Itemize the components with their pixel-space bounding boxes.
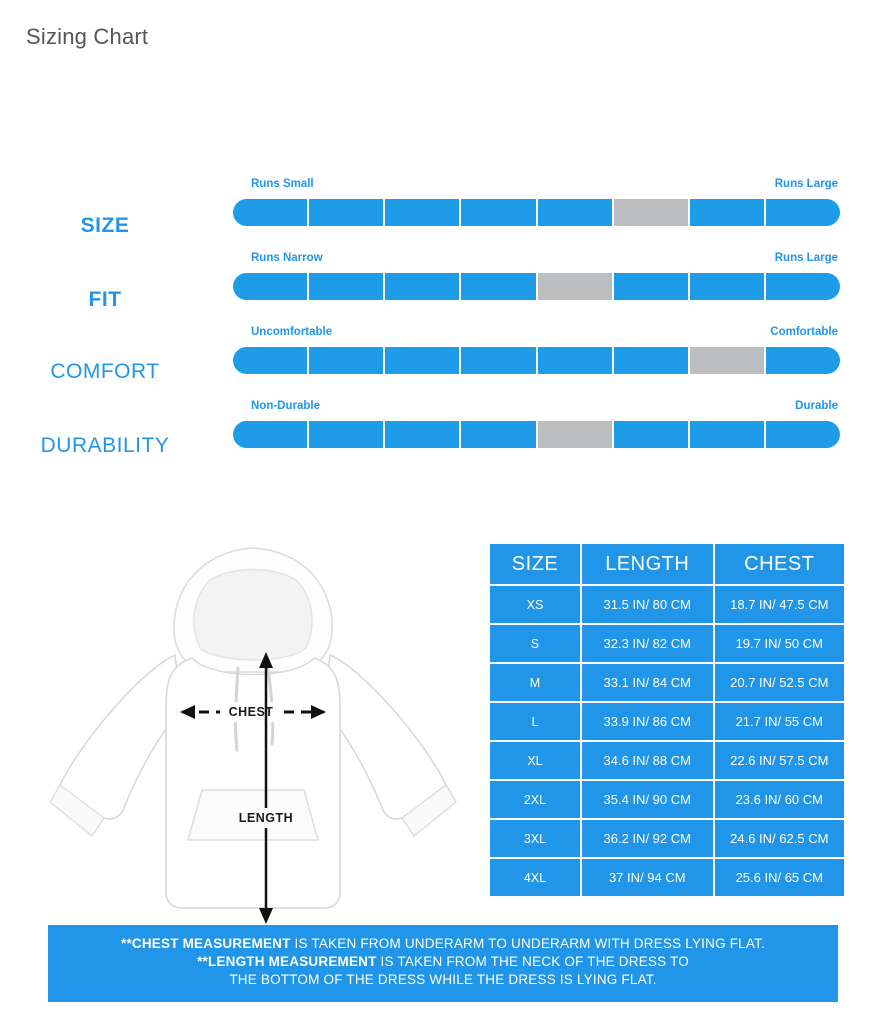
table-header-row (489, 543, 845, 585)
table-row (489, 780, 845, 819)
cell-chest: 24.6 IN/ 62.5 CM (714, 819, 845, 858)
rating-bar-fit (233, 252, 840, 300)
rating-segment (461, 347, 537, 374)
footnote-line-1 (54, 935, 832, 953)
rating-row-comfort (0, 326, 887, 400)
chest-measure-label: CHEST (228, 705, 274, 719)
rating-segment (461, 273, 537, 300)
rating-endpoint-right: Durable (795, 400, 838, 412)
rating-segment (233, 347, 309, 374)
cell-length: 35.4 IN/ 90 CM (581, 780, 714, 819)
rating-segment (385, 347, 461, 374)
footnote-line-2 (54, 953, 832, 971)
rating-endpoint-left: Uncomfortable (251, 326, 333, 338)
rating-scale-durability[interactable] (233, 421, 840, 448)
rating-segment (690, 421, 766, 448)
rating-segment (233, 273, 309, 300)
cell-size: 3XL (489, 819, 581, 858)
cell-chest: 23.6 IN/ 60 CM (714, 780, 845, 819)
rating-segment (461, 199, 537, 226)
rating-scale-fit[interactable] (233, 273, 840, 300)
cell-chest: 22.6 IN/ 57.5 CM (714, 741, 845, 780)
table-header-size: SIZE (489, 543, 581, 585)
cell-length: 37 IN/ 94 CM (581, 858, 714, 897)
rating-segment (538, 347, 614, 374)
rating-endpoint-right: Runs Large (774, 178, 838, 190)
cell-length: 32.3 IN/ 82 CM (581, 624, 714, 663)
rating-row-durability (0, 400, 887, 474)
rating-segment (309, 347, 385, 374)
cell-length: 36.2 IN/ 92 CM (581, 819, 714, 858)
rating-segment (233, 199, 309, 226)
table-row (489, 585, 845, 624)
table-header-chest: CHEST (714, 543, 845, 585)
rating-segment (385, 421, 461, 448)
cell-size: 2XL (489, 780, 581, 819)
rating-label-durability: DURABILITY (40, 434, 170, 457)
table-row (489, 819, 845, 858)
rating-segment (385, 273, 461, 300)
table-row (489, 702, 845, 741)
rating-endpoints (233, 252, 840, 268)
cell-length: 33.9 IN/ 86 CM (581, 702, 714, 741)
rating-segment (614, 347, 690, 374)
rating-row-size (0, 178, 887, 252)
cell-size: M (489, 663, 581, 702)
cell-length: 31.5 IN/ 80 CM (581, 585, 714, 624)
measurement-section (0, 520, 887, 920)
cell-chest: 25.6 IN/ 65 CM (714, 858, 845, 897)
rating-endpoint-left: Runs Narrow (251, 252, 323, 264)
rating-endpoint-left: Runs Small (251, 178, 314, 190)
rating-bar-comfort (233, 326, 840, 374)
rating-endpoints (233, 326, 840, 342)
rating-segment (309, 421, 385, 448)
rating-segment (461, 421, 537, 448)
table-header-length: LENGTH (581, 543, 714, 585)
footnote-length-rest: IS TAKEN FROM THE NECK OF THE DRESS TO (376, 954, 689, 970)
rating-segment-marker (614, 199, 690, 226)
rating-segment (614, 273, 690, 300)
table-row (489, 858, 845, 897)
rating-section (0, 178, 887, 474)
rating-bar-size (233, 178, 840, 226)
rating-endpoints (233, 178, 840, 194)
cell-chest: 18.7 IN/ 47.5 CM (714, 585, 845, 624)
rating-bar-durability (233, 400, 840, 448)
length-measure-label: LENGTH (238, 811, 294, 825)
rating-segment (766, 273, 840, 300)
footnote-chest-bold: **CHEST MEASUREMENT (121, 936, 291, 951)
table-row (489, 624, 845, 663)
rating-segment (766, 199, 840, 226)
garment-illustration (42, 540, 472, 930)
rating-segment (614, 421, 690, 448)
cell-chest: 20.7 IN/ 52.5 CM (714, 663, 845, 702)
rating-segment-marker (538, 421, 614, 448)
rating-scale-size[interactable] (233, 199, 840, 226)
rating-segment (233, 421, 309, 448)
rating-row-fit (0, 252, 887, 326)
rating-segment (690, 273, 766, 300)
cell-size: L (489, 702, 581, 741)
table-row (489, 663, 845, 702)
cell-length: 33.1 IN/ 84 CM (581, 663, 714, 702)
cell-chest: 19.7 IN/ 50 CM (714, 624, 845, 663)
cell-length: 34.6 IN/ 88 CM (581, 741, 714, 780)
rating-segment-marker (690, 347, 766, 374)
rating-segment (385, 199, 461, 226)
size-table (488, 542, 846, 898)
rating-segment-marker (538, 273, 614, 300)
footnote-chest-rest: IS TAKEN FROM UNDERARM TO UNDERARM WITH DRESS LYING FLAT. (290, 936, 765, 951)
measurement-footnote (48, 925, 838, 1002)
hoodie-diagram (42, 540, 472, 930)
footnote-line-3: THE BOTTOM OF THE DRESS WHILE THE DRESS IS LYING FLAT. (229, 972, 657, 988)
rating-segment (309, 199, 385, 226)
rating-scale-comfort[interactable] (233, 347, 840, 374)
rating-endpoint-left: Non-Durable (251, 400, 320, 412)
rating-label-comfort: COMFORT (50, 360, 160, 383)
rating-label-size: SIZE (80, 214, 130, 237)
cell-size: XS (489, 585, 581, 624)
rating-endpoints (233, 400, 840, 416)
cell-chest: 21.7 IN/ 55 CM (714, 702, 845, 741)
rating-segment (690, 199, 766, 226)
cell-size: S (489, 624, 581, 663)
rating-endpoint-right: Comfortable (770, 326, 838, 338)
rating-endpoint-right: Runs Large (774, 252, 838, 264)
table-row (489, 741, 845, 780)
footnote-length-bold: **LENGTH MEASUREMENT (197, 954, 377, 970)
rating-segment (766, 421, 840, 448)
cell-size: 4XL (489, 858, 581, 897)
cell-size: XL (489, 741, 581, 780)
page-title: Sizing Chart (26, 24, 149, 49)
rating-label-fit: FIT (88, 288, 122, 311)
rating-segment (309, 273, 385, 300)
rating-segment (766, 347, 840, 374)
rating-segment (538, 199, 614, 226)
